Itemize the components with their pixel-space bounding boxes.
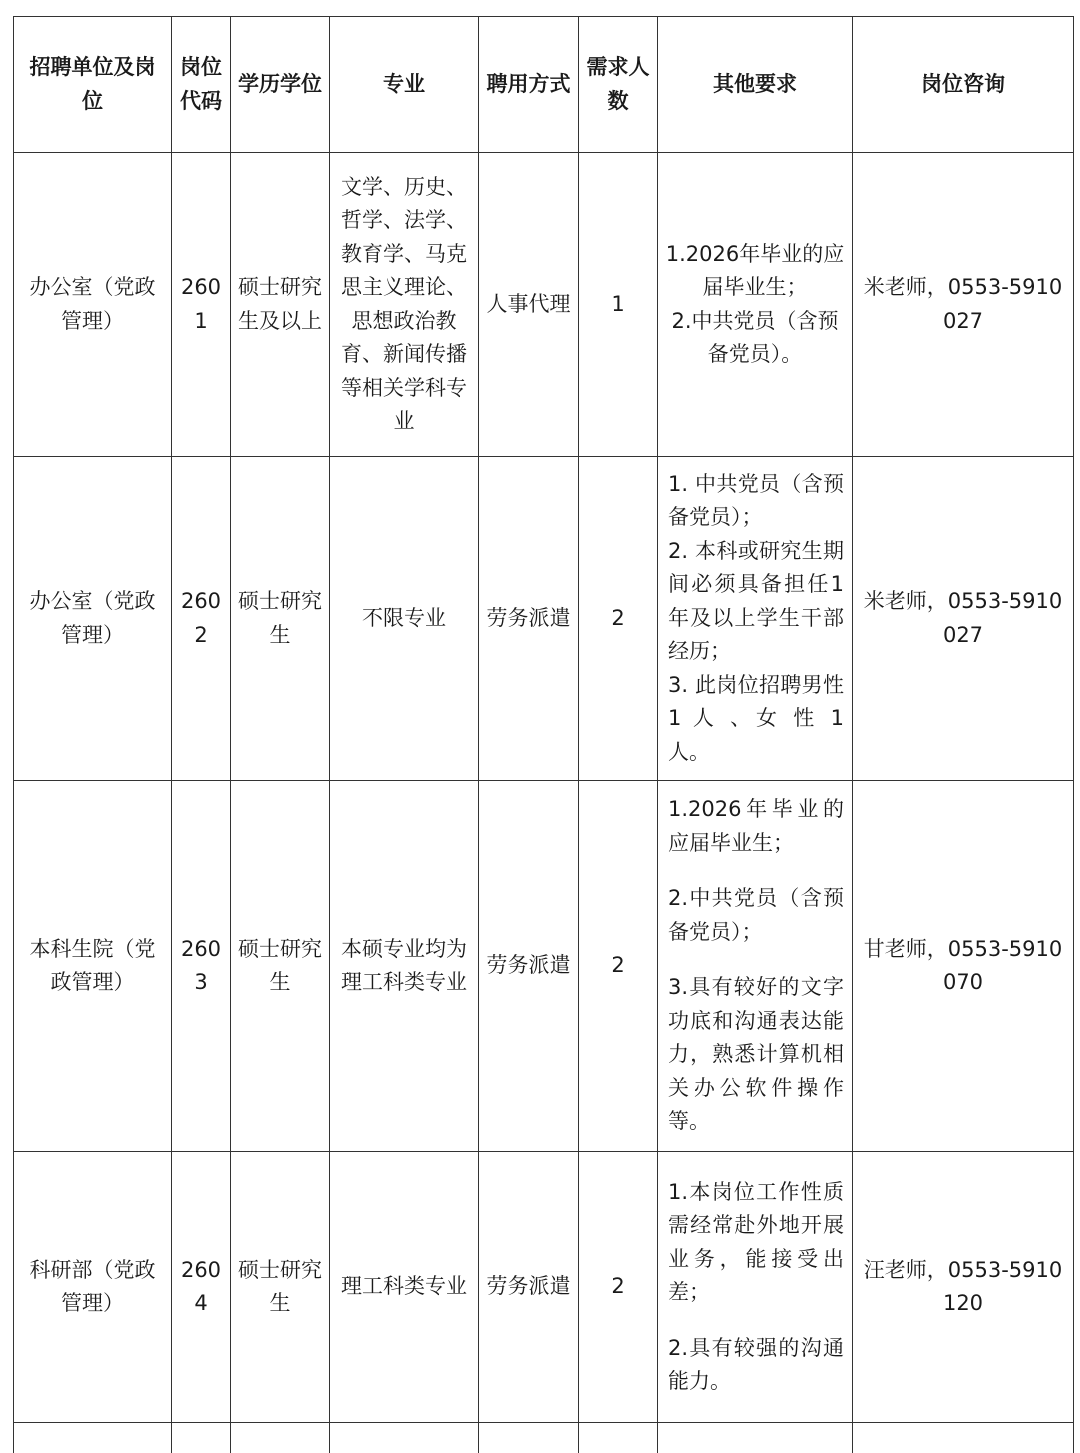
code-cell: 2601 [172, 153, 231, 457]
empty-cell [330, 1423, 479, 1453]
degree-cell: 硕士研究生 [231, 781, 330, 1152]
header-major: 专业 [330, 17, 479, 153]
degree-cell: 硕士研究生 [231, 1152, 330, 1423]
major-cell: 文学、历史、哲学、法学、教育学、马克思主义理论、思想政治教育、新闻传播等相关学科专业 [330, 153, 479, 457]
code-cell: 2603 [172, 781, 231, 1152]
unit-cell: 办公室（党政管理） [14, 153, 172, 457]
table-row-partial [14, 1423, 1074, 1453]
header-code: 岗位代码 [172, 17, 231, 153]
count-cell: 2 [579, 457, 658, 781]
empty-cell [658, 1423, 853, 1453]
employment-cell: 人事代理 [479, 153, 579, 457]
header-count: 需求人数 [579, 17, 658, 153]
header-unit: 招聘单位及岗位 [14, 17, 172, 153]
major-cell: 不限专业 [330, 457, 479, 781]
table-row [14, 1152, 1074, 1423]
header-contact: 岗位咨询 [853, 17, 1074, 153]
requirements-cell [658, 781, 853, 1152]
table-row [14, 153, 1074, 457]
employment-cell: 劳务派遣 [479, 1152, 579, 1423]
header-employment: 聘用方式 [479, 17, 579, 153]
paragraph-gap [668, 860, 844, 882]
empty-cell [853, 1423, 1074, 1453]
major-cell: 本硕专业均为理工科类专业 [330, 781, 479, 1152]
employment-cell: 劳务派遣 [479, 457, 579, 781]
requirement-item: 2.中共党员（含预备党员）； [668, 882, 844, 949]
requirement-item: 1. 中共党员（含预备党员）； [668, 468, 844, 535]
contact-cell: 甘老师，0553-5910070 [853, 781, 1074, 1152]
degree-cell: 硕士研究生及以上 [231, 153, 330, 457]
requirement-item: 2.中共党员（含预备党员）。 [664, 305, 846, 372]
requirements-cell [658, 457, 853, 781]
contact-cell: 米老师，0553-5910027 [853, 457, 1074, 781]
count-cell: 1 [579, 153, 658, 457]
unit-cell: 本科生院（党政管理） [14, 781, 172, 1152]
count-cell: 2 [579, 1152, 658, 1423]
requirement-item: 2.具有较强的沟通能力。 [668, 1332, 844, 1399]
paragraph-gap [668, 949, 844, 971]
header-degree: 学历学位 [231, 17, 330, 153]
requirement-item: 1.本岗位工作性质需经常赴外地开展业务，能接受出差； [668, 1176, 844, 1310]
table-row [14, 781, 1074, 1152]
requirement-item: 3. 此岗位招聘男性 1 人 、女 性 1 人。 [668, 669, 844, 770]
count-cell: 2 [579, 781, 658, 1152]
requirements-cell [658, 1152, 853, 1423]
requirement-item: 2. 本科或研究生期间必须具备担任1年及以上学生干部经历； [668, 535, 844, 669]
empty-cell [172, 1423, 231, 1453]
major-cell: 理工科类专业 [330, 1152, 479, 1423]
header-requirements: 其他要求 [658, 17, 853, 153]
code-cell: 2604 [172, 1152, 231, 1423]
requirement-item: 1.2026年毕业的应届毕业生； [668, 793, 844, 860]
table-row [14, 457, 1074, 781]
contact-cell: 汪老师，0553-5910120 [853, 1152, 1074, 1423]
unit-cell: 科研部（党政管理） [14, 1152, 172, 1423]
empty-cell [479, 1423, 579, 1453]
code-cell: 2602 [172, 457, 231, 781]
degree-cell: 硕士研究生 [231, 457, 330, 781]
contact-cell: 米老师，0553-5910027 [853, 153, 1074, 457]
recruitment-table [13, 16, 1074, 1453]
empty-cell [579, 1423, 658, 1453]
requirements-cell [658, 153, 853, 457]
employment-cell: 劳务派遣 [479, 781, 579, 1152]
empty-cell [231, 1423, 330, 1453]
requirement-item: 3.具有较好的文字功底和沟通表达能力，熟悉计算机相关办公软件操作等。 [668, 971, 844, 1139]
paragraph-gap [668, 1310, 844, 1332]
empty-cell [14, 1423, 172, 1453]
header-row [14, 17, 1074, 153]
requirement-item: 1.2026年毕业的应届毕业生； [664, 238, 846, 305]
unit-cell: 办公室（党政管理） [14, 457, 172, 781]
